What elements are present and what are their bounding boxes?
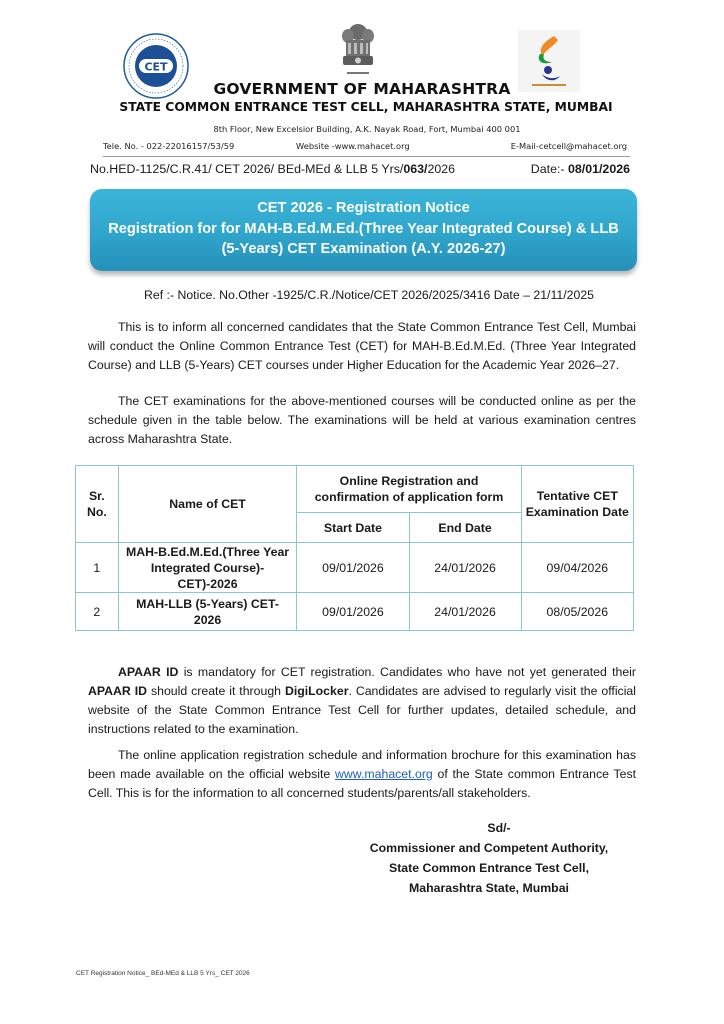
banner-line-1: CET 2026 - Registration Notice bbox=[257, 200, 470, 216]
paragraph-schedule-text: The CET examinations for the above-mentioned courses will be conducted online as per the schedule given in the table below. The examinations will be held at various examination centres across Maharashtra State. bbox=[88, 394, 636, 446]
header-registration: Online Registration and confirmation of application form bbox=[297, 466, 521, 513]
signatory-office: State Common Entrance Test Cell, bbox=[389, 861, 589, 875]
website-text-2: of the State common Entrance Test Cell. This is for the information to all concerned students/parents/all stakeholders. bbox=[88, 767, 637, 800]
signature-sd: Sd/- bbox=[487, 821, 511, 835]
paragraph-website bbox=[88, 746, 636, 803]
table-row bbox=[76, 593, 634, 631]
website-text: Website -www.mahacet.org bbox=[296, 141, 410, 151]
cell-name: MAH-LLB (5-Years) CET-2026 bbox=[118, 593, 297, 631]
apaar-text-3: . Candidates are advised to regularly visit the official website of the State Common Entrance Test Cell for further updates, detailed schedule, and instructions related to the examination. bbox=[88, 684, 636, 736]
cell-end-date: 24/01/2026 bbox=[409, 543, 521, 593]
reference-number-serial: 063/ bbox=[403, 162, 428, 176]
header-exam-date: Tentative CET Examination Date bbox=[521, 466, 633, 543]
header-start-date: Start Date bbox=[297, 513, 409, 543]
cell-exam-date: 08/05/2026 bbox=[521, 593, 633, 631]
paragraph-intro bbox=[88, 318, 636, 375]
header-name: Name of CET bbox=[118, 466, 297, 543]
reference-number bbox=[90, 162, 455, 176]
paragraph-intro-text: This is to inform all concerned candidates that the State Common Entrance Test Cell, Mumbai will conduct the Online Common Entrance Test (CET) for MAH-B.Ed.M.Ed. (Three Year Integrated Course) and LLB (5-Years) CET courses under Higher Education for the Academic Year 2026–27. bbox=[88, 320, 636, 372]
header-divider bbox=[103, 156, 630, 157]
reference-number-year: 2026 bbox=[427, 162, 456, 176]
signature-block bbox=[370, 818, 610, 898]
paragraph-apaar bbox=[88, 663, 636, 739]
website-text-1: The online application registration schedule and information brochure for this examination has been made available on the official website bbox=[88, 748, 636, 781]
apaar-id-term: APAAR ID bbox=[118, 665, 179, 679]
government-title: GOVERNMENT OF MAHARASHTRA bbox=[213, 80, 511, 98]
signatory-location: Maharashtra State, Mumbai bbox=[409, 881, 569, 895]
email-text: E-Mail-cetcell@mahacet.org bbox=[510, 141, 627, 151]
apaar-id-term: APAAR ID bbox=[88, 684, 148, 698]
cell-start-date: 09/01/2026 bbox=[297, 593, 409, 631]
table-row bbox=[76, 543, 634, 593]
apaar-text-2: should create it through bbox=[147, 684, 285, 698]
cell-title: STATE COMMON ENTRANCE TEST CELL, MAHARASHTRA STATE, MUMBAI bbox=[119, 100, 613, 114]
cell-exam-date: 09/04/2026 bbox=[521, 543, 633, 593]
notice-banner bbox=[90, 189, 637, 271]
header-sr-no: Sr. No. bbox=[76, 466, 119, 543]
date-label: Date:- bbox=[530, 162, 568, 176]
signatory-title: Commissioner and Competent Authority, bbox=[369, 841, 609, 855]
cell-name: MAH-B.Ed.M.Ed.(Three Year Integrated Course)-CET)-2026 bbox=[118, 543, 297, 593]
apaar-text-1: is mandatory for CET registration. Candidates who have not yet generated their bbox=[178, 665, 637, 679]
cell-end-date: 24/01/2026 bbox=[409, 593, 521, 631]
header-end-date: End Date bbox=[409, 513, 521, 543]
paragraph-schedule bbox=[88, 392, 636, 449]
schedule-table bbox=[75, 465, 634, 631]
date-value: 08/01/2026 bbox=[567, 162, 630, 176]
banner-line-3: (5-Years) CET Examination (A.Y. 2026-27) bbox=[221, 241, 506, 257]
reference-notice-line: Ref :- Notice. No.Other -1925/C.R./Notice/CET 2026/2025/3416 Date – 21/11/2025 bbox=[143, 288, 594, 302]
page-footer: CET Registration Notice_ BEd-MEd & LLB 5 Yrs_ CET 2026 bbox=[76, 970, 250, 977]
office-address: 8th Floor, New Excelsior Building, A.K. Nayak Road, Fort, Mumbai 400 001 bbox=[213, 124, 521, 134]
cell-start-date: 09/01/2026 bbox=[297, 543, 409, 593]
reference-number-prefix: No.HED-1125/C.R.41/ CET 2026/ BEd-MEd & LLB 5 Yrs/ bbox=[90, 162, 404, 176]
notice-date bbox=[531, 162, 630, 176]
digilocker-term: DigiLocker bbox=[284, 684, 349, 698]
table-header-row bbox=[76, 466, 634, 513]
cet-logo-text: CET bbox=[144, 60, 168, 74]
national-emblem-icon bbox=[333, 22, 383, 80]
cell-sr: 1 bbox=[76, 543, 119, 593]
mahacet-website-link[interactable]: www.mahacet.org bbox=[335, 767, 433, 781]
telephone: Tele. No. - 022-22016157/53/59 bbox=[103, 141, 235, 151]
banner-line-2: Registration for for MAH-B.Ed.M.Ed.(Three Year Integrated Course) & LLB bbox=[108, 220, 619, 237]
cell-sr: 2 bbox=[76, 593, 119, 631]
